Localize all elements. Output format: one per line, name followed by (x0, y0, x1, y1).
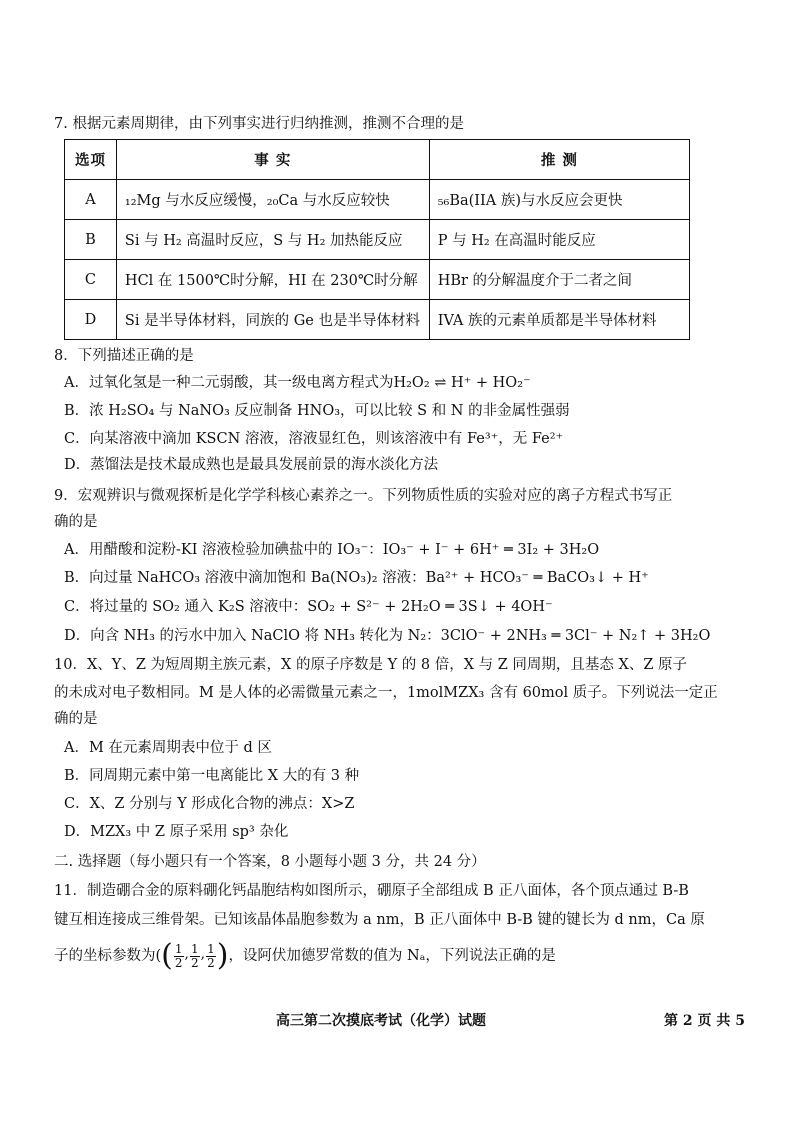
q10-option-d: D．MZX₃ 中 Z 原子采用 sp³ 杂化 (64, 824, 289, 840)
header-option: 选项 (65, 140, 117, 180)
fraction: 1 2 (207, 941, 215, 970)
q9-option-d: D．向含 NH₃ 的污水中加入 NaClO 将 NH₃ 转化为 N₂：3ClO⁻ + 2NH₃ ═ 3Cl⁻ + N₂↑ + 3H₂O (64, 628, 711, 644)
footer-title: 高三第二次摸底考试（化学）试题 (276, 1013, 486, 1029)
table-header-row (65, 140, 690, 180)
q8-option-c: C．向某溶液中滴加 KSCN 溶液，溶液显红色，则该溶液中有 Fe³⁺，无 Fe²⁺ (64, 431, 564, 447)
table-row (65, 300, 690, 340)
q8-option-d: D．蒸馏法是技术最成熟也是最具发展前景的海水淡化方法 (64, 457, 439, 473)
q9-option-a: A．用醋酸和淀粉-KI 溶液检验加碘盐中的 IO₃⁻：IO₃⁻ + I⁻ + 6H⁺ ═ 3I₂ + 3H₂O (64, 542, 600, 558)
q10-option-b: B．同周期元素中第一电离能比 X 大的有 3 种 (64, 768, 360, 784)
q8-stem: 8．下列描述正确的是 (54, 348, 194, 364)
q10-option-c: C．X、Z 分别与 Y 形成化合物的沸点：X>Z (64, 796, 355, 812)
q9-option-c: C．将过量的 SO₂ 通入 K₂S 溶液中：SO₂ + S²⁻ + 2H₂O ═ 3S↓ + 4OH⁻ (64, 599, 553, 615)
row-guess: ₅₆Ba(IIA 族)与水反应会更快 (429, 180, 689, 220)
row-guess: P 与 H₂ 在高温时能反应 (429, 220, 689, 260)
q7-table (64, 139, 690, 340)
q8-option-b: B．浓 H₂SO₄ 与 NaNO₃ 反应制备 HNO₃，可以比较 S 和 N 的非金属性强弱 (64, 403, 570, 419)
row-fact: HCl 在 1500℃时分解，HI 在 230℃时分解 (116, 260, 429, 300)
q10-stem-line3: 确的是 (54, 711, 98, 727)
fraction: 1 2 (174, 941, 183, 970)
row-option: B (65, 220, 117, 260)
q11-line1: 11．制造硼合金的原料硼化钙晶胞结构如图所示，硼原子全部组成 B 正八面体，各个顶点通过 B-B (54, 883, 689, 899)
q11-line3-prefix: 子的坐标参数为( (54, 948, 162, 964)
q9-stem-line2: 确的是 (54, 514, 98, 530)
row-option: D (65, 300, 117, 340)
table-row (65, 180, 690, 220)
ca-coordinate: ( 1 2 , 1 2 , 1 2 ) (161, 938, 229, 973)
table-row (65, 220, 690, 260)
row-option: C (65, 260, 117, 300)
header-fact: 事 实 (116, 140, 429, 180)
header-guess: 推 测 (429, 140, 689, 180)
q9-option-b: B．向过量 NaHCO₃ 溶液中滴加饱和 Ba(NO₃)₂ 溶液：Ba²⁺ + HCO₃⁻ ═ BaCO₃↓ + H⁺ (64, 570, 649, 586)
section-heading: 二. 选择题（每小题只有一个答案，8 小题每小题 3 分，共 24 分） (54, 854, 486, 870)
q10-stem-line1: 10．X、Y、Z 为短周期主族元素，X 的原子序数是 Y 的 8 倍，X 与 Z 同周期，且基态 X、Z 原子 (54, 657, 688, 673)
left-paren-glyph: ( (161, 938, 173, 973)
q7-stem: 7. 根据元素周期律，由下列事实进行归纳推测，推测不合理的是 (54, 116, 464, 132)
q8-option-a: A．过氧化氢是一种二元弱酸，其一级电离方程式为H₂O₂ ⇌ H⁺ + HO₂⁻ (64, 375, 531, 391)
q10-option-a: A．M 在元素周期表中位于 d 区 (64, 740, 272, 756)
row-guess: HBr 的分解温度介于二者之间 (429, 260, 689, 300)
right-paren-glyph: ) (216, 938, 229, 973)
q11-line3-suffix: ，设阿伏加德罗常数的值为 Nₐ，下列说法正确的是 (228, 948, 556, 964)
row-option: A (65, 180, 117, 220)
row-fact: ₁₂Mg 与水反应缓慢，₂₀Ca 与水反应较快 (116, 180, 429, 220)
q10-stem-line2: 的未成对电子数相同。M 是人体的必需微量元素之一，1molMZX₃ 含有 60mol 质子。下列说法一定正 (54, 685, 718, 701)
row-fact: Si 是半导体材料，同族的 Ge 也是半导体材料 (116, 300, 429, 340)
q9-stem-line1: 9．宏观辨识与微观探析是化学学科核心素养之一。下列物质性质的实验对应的离子方程式书写正 (54, 488, 673, 504)
fraction: 1 2 (190, 941, 199, 970)
row-guess: IVA 族的元素单质都是半导体材料 (429, 300, 689, 340)
q11-line2: 键互相连接成三维骨架。已知该晶体晶胞参数为 a nm，B 正八面体中 B-B 键的键长为 d nm，Ca 原 (54, 912, 705, 928)
q11-line3 (54, 937, 556, 975)
footer-page: 第 2 页 共 5 (664, 1013, 745, 1029)
table-row (65, 260, 690, 300)
row-fact: Si 与 H₂ 高温时反应，S 与 H₂ 加热能反应 (116, 220, 429, 260)
